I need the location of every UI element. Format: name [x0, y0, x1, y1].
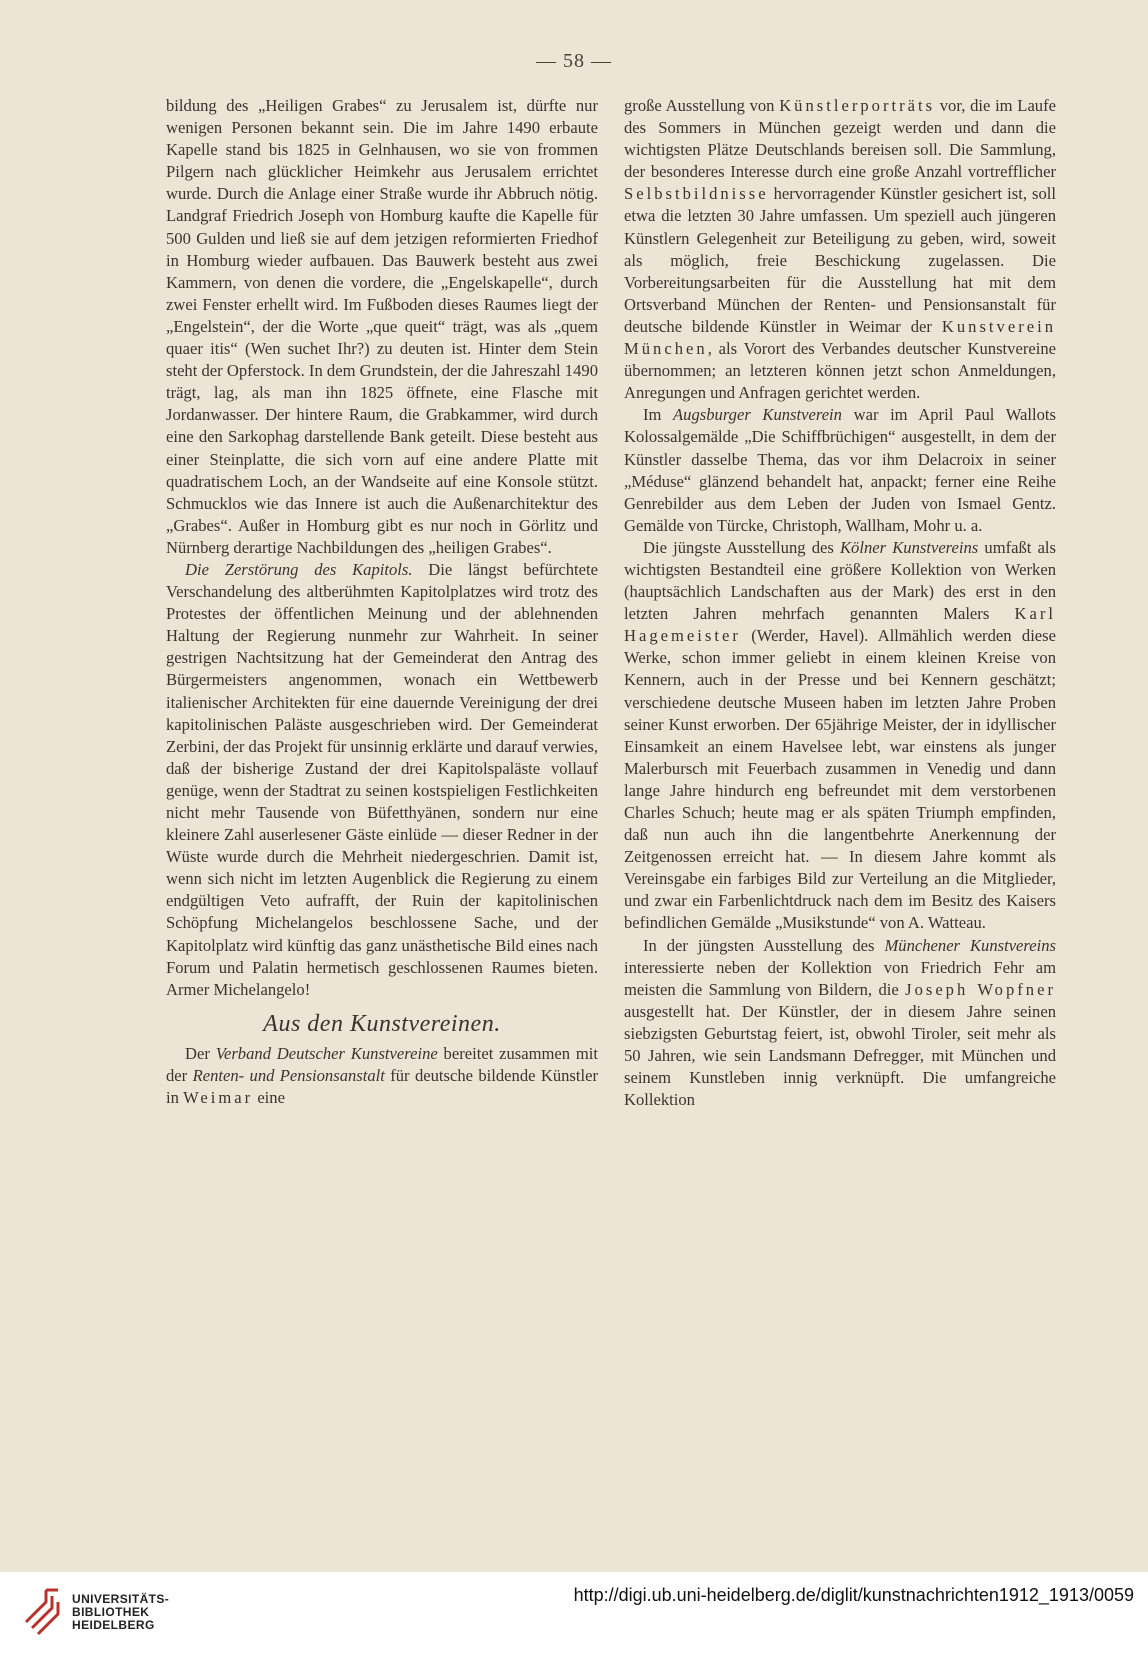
text-run: hervorragender Künstler gesichert ist, soll etwa die letzten 30 Jahre umfassen. Um speziell auch jüngeren Künstlern Gelegenheit zur Beteiligung zu geben, wird, soweit als möglich, freie Beschickung zugelassen. Die Vorbereitungsarbeiten für die Ausstellung hat mit dem Ortsverband München der Renten- und Pensionsanstalt für deutsche bildende Künstler in Weimar der: [624, 184, 1056, 336]
spaced-run: Künstlerporträts: [779, 96, 936, 115]
italic-run: Münchener Kunstvereins: [884, 935, 1056, 955]
paragraph-kapitol: [166, 559, 598, 1001]
right-column: [624, 95, 1056, 1111]
text-run: war im April Paul Wallots Kolossalgemälde „Die Schiffbrüchigen“ ausgestellt, in dem der Künstler dasselbe Thema, das vor ihm Delacroix in seiner „Méduse“ glänzend behandelt hat, anpackt; ferner eine Reihe Genrebilder aus dem Leben der Juden von Ismael Gentz. Gemälde von Türcke, Christoph, Wallham, Mohr u. a.: [624, 405, 1057, 535]
paragraph-kapitol-body: Die längst befürchtete Verschandelung des altberühmten Kapitolplatzes wird trotz des Protestes der öffentlichen Meinung und der ablehnenden Haltung der Regierung nunmehr zur Wahrheit. In seiner gestrigen Nachtsitzung hat der Gemeinderat den Antrag des Bürgermeisters angenommen, wonach ein Wettbewerb italienischer Architekten für eine dauernde Vereinigung der drei kapitolinischen Paläste ausgeschrieben wird. Der Gemeinderat Zerbini, der das Projekt für unsinnig erklärte und darauf verwies, daß der bisherige Zustand der drei Kapitolspaläste vollauf genüge, wenn der Stadtrat zu seinen kostspieligen Festlichkeiten nicht mehr Tausende von Büfetthyänen, sondern nur eine kleinere Zahl auserlesener Gäste einlüde — dieser Redner in der Wüste wurde durch die Mehrheit niedergeschrien. Damit ist, wenn sich nicht im letzten Augenblick die Regierung zu einem endgültigen Veto aufrafft, der Ruin der kapitolinischen Schöpfung Michelangelos beschlossene Sache, und der Kapitolplatz wird künftig das ganz unästhetische Bild eines nach Forum und Palatin hermetisch geschlossenen Raumes bieten. Armer Michelangelo!: [166, 559, 599, 999]
text-run: bereitet zusammen mit der: [166, 1043, 598, 1085]
text-run: (Werder, Havel). Allmählich werden diese Werke, schon immer geliebt in einem kleinen Kreise von Kennern, auch in der Presse und bei Kennern geschätzt; verschiedene deutsche Museen haben im letzten Jahre Proben seiner Kunst erworben. Der 65jährige Meister, der in idyllischer Einsamkeit an einem Havelsee lebt, war einstens als junger Malerbursch mit Feuerbach zusammen in Venedig und dann lange Jahre hindurch eng befreundet mit dem verstorbenen Charles Schuch; heute mag er als späten Triumph empfinden, daß nun auch ihn die langentbehrte Anerkennung der Zeitgenossen erreicht hat. — In diesem Jahre kommt als Vereinsgabe ein farbiges Bild zur Verteilung an die Mitglieder, und zwar ein Farbenlichtdruck nach dem im Besitz des Kaisers befindlichen Gemälde „Musikstunde“ von A. Watteau.: [624, 626, 1056, 933]
library-name-line: UNIVERSITÄTS-: [72, 1592, 170, 1606]
library-name-line: HEIDELBERG: [72, 1618, 155, 1632]
section-heading: Aus den Kunstvereinen.: [263, 1010, 501, 1037]
spaced-run: Weimar: [183, 1088, 254, 1108]
text-run: für deutsche bildende Künstler in: [166, 1065, 599, 1108]
source-url-link[interactable]: http://digi.ub.uni-heidelberg.de/diglit/kunstnachrichten1912_1913/0059: [573, 1585, 1134, 1605]
italic-run: Verband Deutscher Kunstvereine: [215, 1043, 438, 1063]
italic-run: Augsburger Kunstverein: [673, 405, 842, 425]
paragraph-kuenstlerportraets: [624, 95, 1056, 404]
library-logo-icon: [22, 1582, 66, 1638]
text-run: , als Vorort des Verbandes deutscher Kunstvereine übernommen; an letzteren können jetzt schon Anmeldungen, Anregungen und Anfragen gerichtet werden.: [624, 339, 1056, 403]
left-column: [166, 95, 598, 1109]
text-run: ausgestellt hat. Der Künstler, der in diesem Jahre seinen siebzigsten Geburtstag feiert, ist, obwohl Tiroler, seit mehr als 50 Jahren, wie sein Landsmann Defregger, mit München und seinem Kunstleben innig verknüpft. Die umfangreiche Kollektion: [624, 1001, 1056, 1110]
paragraph-koeln: [624, 537, 1056, 935]
text-run: vor, die im Laufe des Sommers in München gezeigt werden und dann die wichtigsten Plätze Deutschlands bereisen soll. Die Sammlung, der besonderes Interesse durch eine große Anzahl vortrefflicher: [624, 96, 1056, 182]
paragraph-verband: [166, 1043, 598, 1109]
spaced-run: Kunstverein München: [624, 316, 1056, 359]
spaced-run: Joseph Wopfner: [905, 979, 1056, 999]
text-run: eine: [253, 1088, 285, 1108]
text-run: große Ausstellung von: [624, 96, 780, 115]
paragraph-heiliges-grab: bildung des „Heiligen Grabes“ zu Jerusalem ist, dürfte nur wenigen Personen bekannt sein. Die im Jahre 1490 erbaute Kapelle stand bis 1825 in Gelnhausen, wo sie von frommen Pilgern nach glücklicher Heimkehr aus Jerusalem errichtet wurde. Durch die Anlage einer Straße wurde ihr Abbruch nötig. Landgraf Friedrich Joseph von Homburg kaufte die Kapelle für 500 Gulden und ließ sie auf dem jetzigen reformierten Friedhof in Homburg wieder aufbauen. Das Bauwerk besteht aus zwei Kammern, von denen die vordere, die „Engelskapelle“, durch zwei Fenster erhellt wird. Im Fußboden dieses Raumes liegt der „Engelstein“, der die Worte „que queit“ trägt, was als „quem quaer itis“ (Wen suchet Ihr?) zu deuten ist. Hinter dem Stein steht der Opferstock. In dem Grundstein, der die Jahreszahl 1490 trägt, lag, als man ihn 1825 öffnete, eine Flasche mit Jordanwasser. Der hintere Raum, die Grabkammer, wird durch eine den Sarkophag darstellende Bank geteilt. Diese besteht aus einer Steinplatte, die sich vorn auf eine andere Platte mit quadratischem Loch, an der Wandseite auf eine Konsole stützt. Schmucklos wie das Innere ist auch die Außenarchitektur des „Grabes“. Außer in Homburg gibt es nur noch in Görlitz und Nürnberg derartige Nachbildungen des „heiligen Grabes“.: [166, 96, 598, 557]
text-run: In der jüngsten Ausstellung des: [643, 935, 885, 955]
footer-bar: [0, 1572, 1148, 1654]
library-name-line: BIBLIOTHEK: [72, 1605, 150, 1619]
text-run: Der: [185, 1043, 216, 1063]
spaced-run: Karl Hagemeister: [624, 604, 1056, 646]
paragraph-muenchen: [624, 935, 1056, 1112]
spaced-run: Selbstbildnisse: [624, 184, 769, 204]
text-run: umfaßt als wichtigsten Bestandteil eine größere Kollektion von Werken (hauptsächlich Landschaften aus der Mark) des erst in den letzten Jahren mehrfach genannten Malers: [624, 537, 1056, 624]
italic-run: Kölner Kunstvereins: [839, 537, 979, 557]
italic-run: Renten- und Pensionsanstalt: [192, 1065, 385, 1085]
article-title-kapitol: Die Zerstörung des Kapitols.: [185, 559, 413, 579]
paragraph-augsburg: [624, 404, 1056, 537]
text-run: Im: [643, 405, 674, 425]
library-name: [72, 1593, 169, 1632]
page-number: — 58 —: [536, 50, 612, 72]
text-run: Die jüngste Ausstellung des: [643, 537, 840, 557]
text-run: interessierte neben der Kollektion von Friedrich Fehr am meisten die Sammlung von Bildern, die: [624, 957, 1056, 999]
